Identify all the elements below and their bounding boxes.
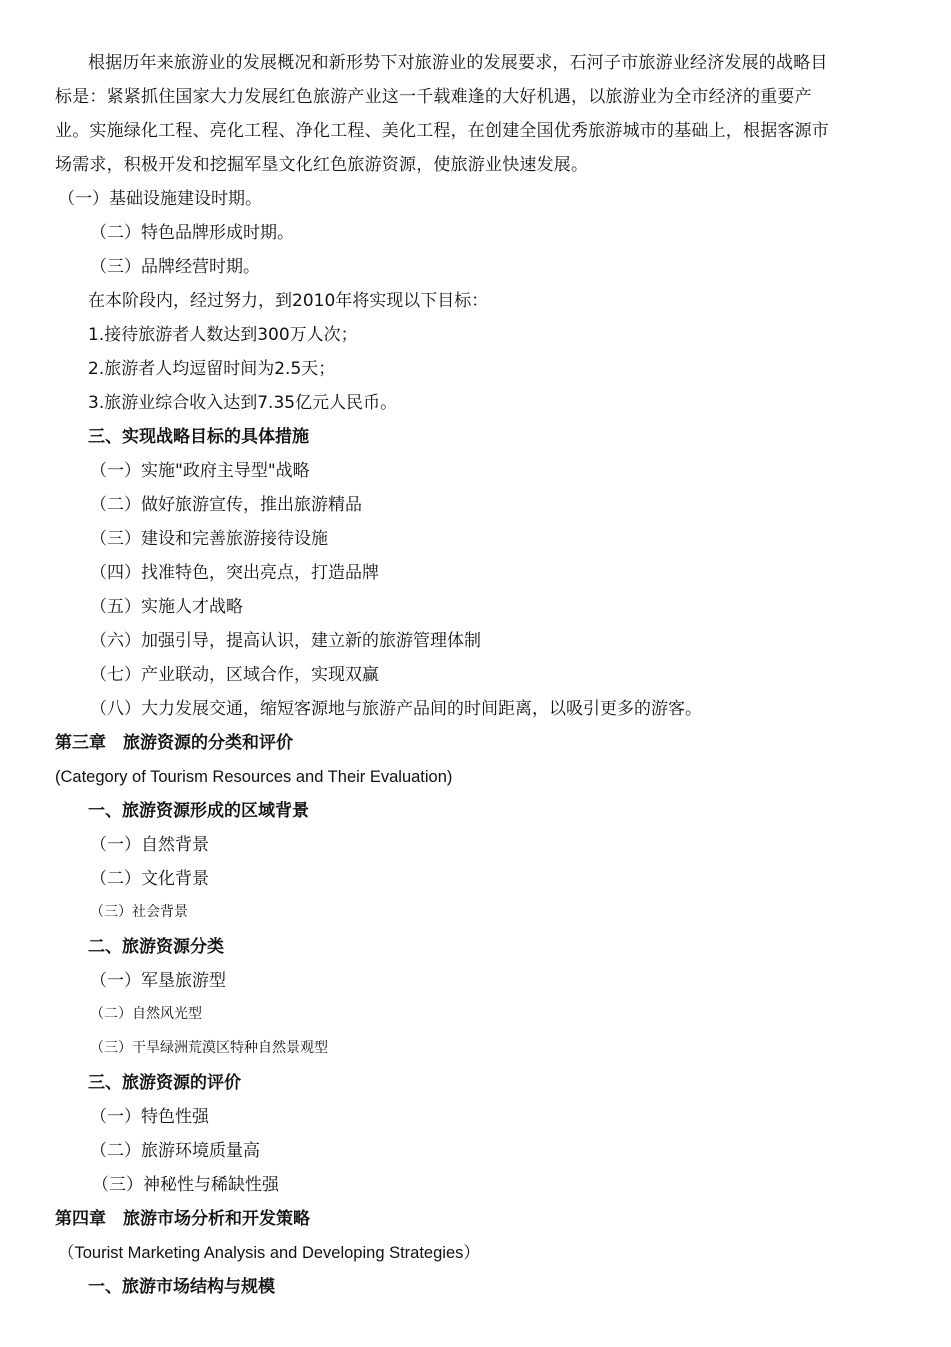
period-item: （二）特色品牌形成时期。 [90,223,294,243]
list-item: （二）旅游环境质量高 [90,1141,260,1161]
measure-item: （八）大力发展交通，缩短客源地与旅游产品间的时间距离，以吸引更多的游客。 [90,699,702,719]
intro-line: 场需求，积极开发和挖掘军垦文化红色旅游资源，使旅游业快速发展。 [55,155,589,175]
section-heading: 二、旅游资源分类 [88,937,224,957]
measure-item: （四）找准特色，突出亮点，打造品牌 [90,563,379,583]
measure-item: （二）做好旅游宣传，推出旅游精品 [90,495,362,515]
section-heading: 三、旅游资源的评价 [88,1073,241,1093]
measure-item: （六）加强引导，提高认识，建立新的旅游管理体制 [90,631,481,651]
list-item: （一）军垦旅游型 [90,971,226,991]
intro-line: 标是：紧紧抓住国家大力发展红色旅游产业这一千载难逢的大好机遇，以旅游业为全市经济的重要产 [55,87,812,107]
list-item: （三）社会背景 [90,904,188,920]
chapter-title: 第四章 旅游市场分析和开发策略 [55,1209,310,1229]
goal-item: 1.接待旅游者人数达到300万人次； [88,325,358,345]
list-item: （二）文化背景 [90,869,209,889]
list-item: （二）自然风光型 [90,1006,202,1022]
chapter-subtitle: （Tourist Marketing Analysis and Developing Strategies） [58,1244,480,1262]
list-item: （一）特色性强 [90,1107,209,1127]
section-heading: 三、实现战略目标的具体措施 [88,427,309,447]
measure-item: （七）产业联动，区域合作，实现双赢 [90,665,379,685]
section-heading: 一、旅游资源形成的区域背景 [88,801,309,821]
goal-item: 3.旅游业综合收入达到7.35亿元人民币。 [88,393,398,413]
measure-item: （五）实施人才战略 [90,597,243,617]
section-heading: 一、旅游市场结构与规模 [88,1277,275,1297]
intro-line: 业。实施绿化工程、亮化工程、净化工程、美化工程，在创建全国优秀旅游城市的基础上，根据客源市 [55,121,829,141]
measure-item: （一）实施"政府主导型"战略 [90,461,310,481]
goals-lead: 在本阶段内，经过努力，到2010年将实现以下目标： [88,291,489,311]
list-item: （三）神秘性与稀缺性强 [92,1175,279,1195]
chapter-subtitle: (Category of Tourism Resources and Their Evaluation) [55,768,453,786]
measure-item: （三）建设和完善旅游接待设施 [90,529,328,549]
chapter-title: 第三章 旅游资源的分类和评价 [55,733,293,753]
goal-item: 2.旅游者人均逗留时间为2.5天； [88,359,336,379]
intro-line: 根据历年来旅游业的发展概况和新形势下对旅游业的发展要求，石河子市旅游业经济发展的战略目 [88,53,828,73]
period-item: （一）基础设施建设时期。 [58,189,262,209]
list-item: （三）干旱绿洲荒漠区特种自然景观型 [90,1040,328,1056]
period-item: （三）品牌经营时期。 [90,257,260,277]
list-item: （一）自然背景 [90,835,209,855]
